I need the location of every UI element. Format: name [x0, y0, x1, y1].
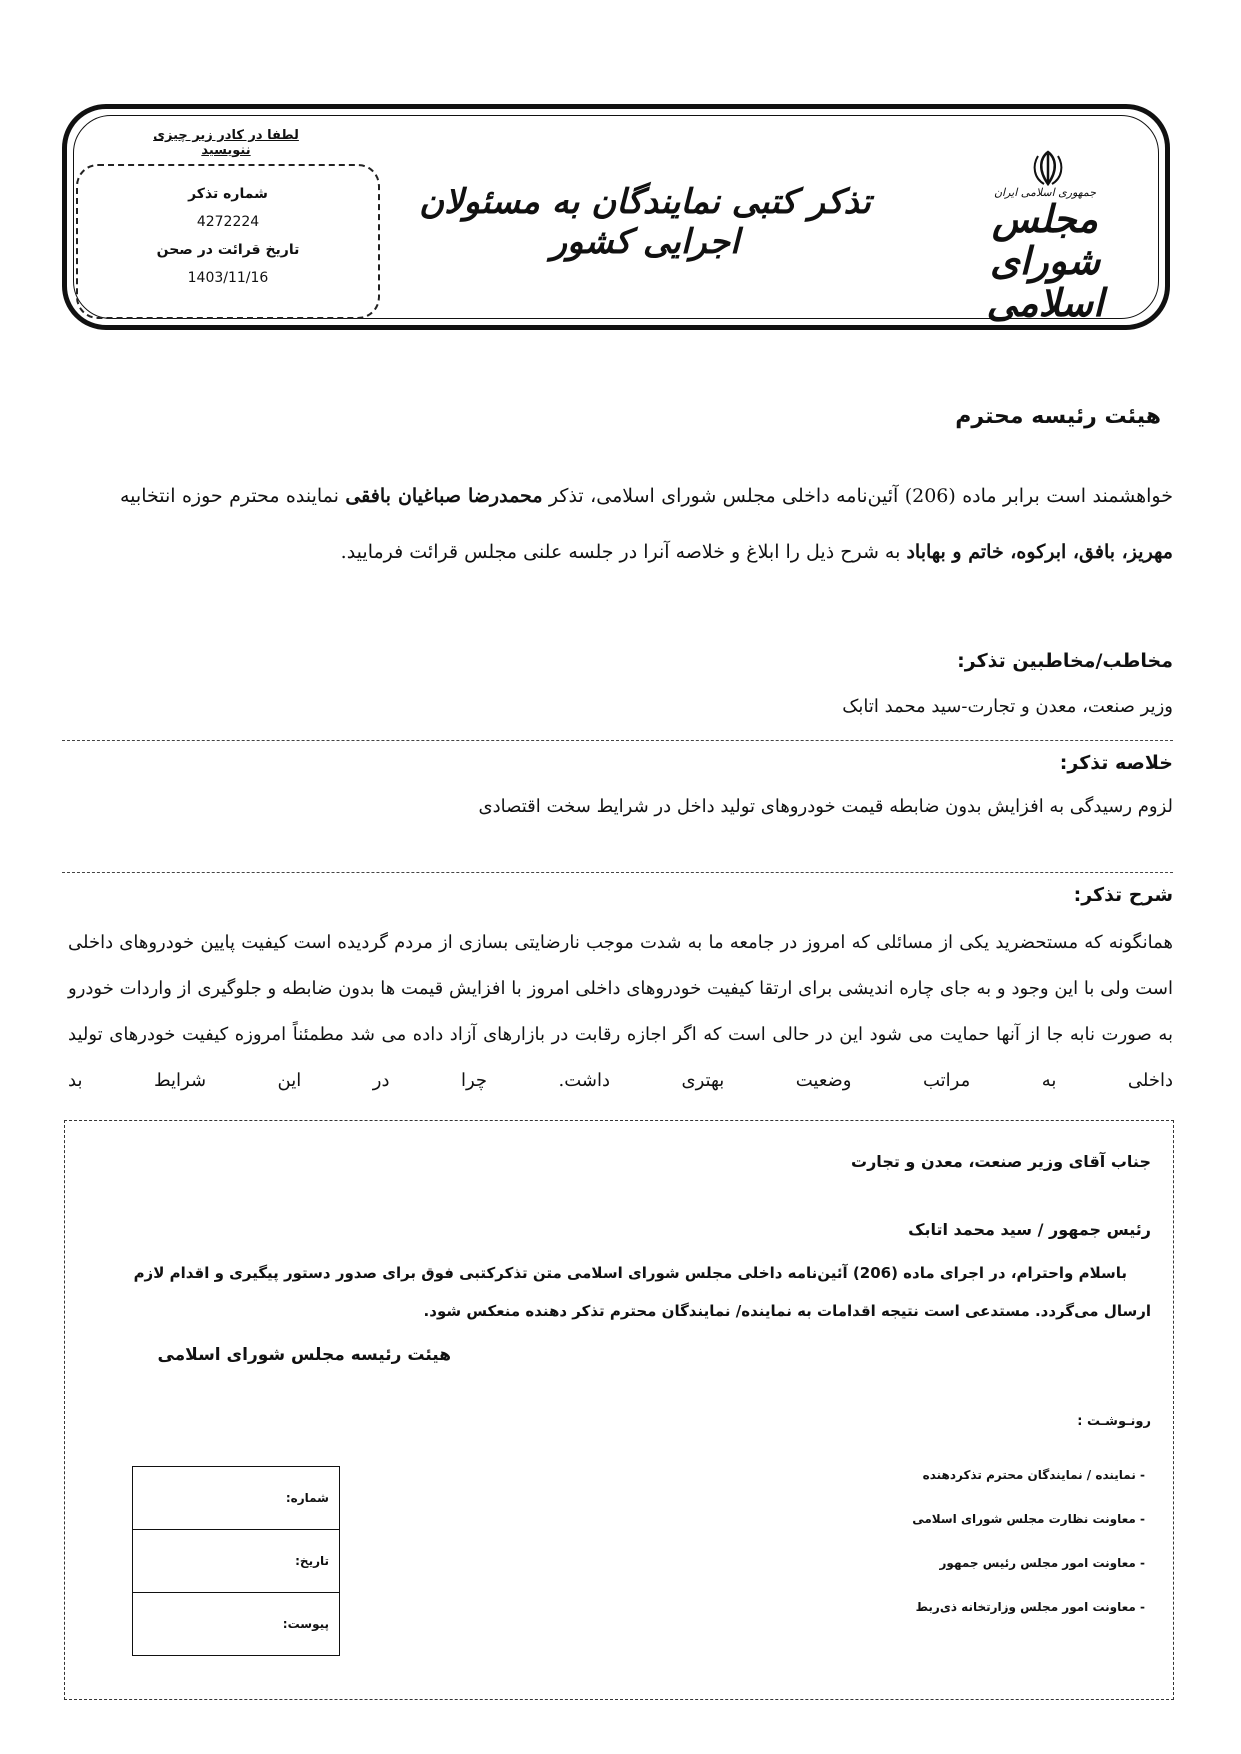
reference-box: [76, 164, 380, 319]
registration-table: [132, 1466, 340, 1656]
form-title: تذکر کتبی نمایندگان به مسئولان اجرایی کشور: [419, 182, 871, 262]
attachment-field: پیوست:: [133, 1593, 340, 1656]
reminder-number-label: شماره تذکر: [188, 186, 268, 202]
date-field: تاریخ:: [133, 1530, 340, 1593]
do-not-write-note: لطفا در کادر زیر چیزی ننویسید: [153, 128, 299, 158]
salutation: هیئت رئیسه محترم: [955, 404, 1161, 429]
copy-item: - معاونت امور مجلس رئیس جمهور: [939, 1556, 1145, 1570]
reading-date: 1403/11/16: [187, 270, 269, 286]
order-recipient: جناب آقای وزیر صنعت، معدن و تجارت: [851, 1152, 1151, 1171]
reminder-number: 4272224: [196, 214, 260, 230]
intro-paragraph: [120, 468, 1173, 580]
logo-republic-text: جمهوری اسلامی ایران: [993, 186, 1097, 199]
copies-heading: رونـوشـت :: [1077, 1414, 1151, 1429]
representative-name: محمدرضا صباغیان بافقی: [345, 485, 543, 507]
order-cc-line: رئیس جمهور / سید محمد اتابک: [908, 1220, 1151, 1239]
summary-heading: خلاصه تذکر:: [1059, 752, 1173, 774]
order-body: باسلام واحترام، در اجرای ماده (206) آئین‌نامه داخلی مجلس شورای اسلامی متن تذکرکتبی فوق برای صدور دستور پیگیری و اقدام لازم ارسال می‌گردد. مستدعی است نتیجه اقدامات به نماینده/ نمایندگان محترم تذکر دهنده منعکس شود.: [133, 1264, 1151, 1320]
description-text: همانگونه که مستحضرید یکی از مسائلی که امروز در جامعه ما به شدت موجب نارضایتی بسازی از مردم گردیده است کیفیت پایین خودروهای داخلی است ولی با این وجود و به جای چاره اندیشی برای ارتقا کیفیت خودروهای داخلی امروز با افزایش قیمت ها بدون ضابطه و جلوگیری از واردات خودرو به صورت نابه جا از آنها حمایت می شود این در حالی است که اگر اجازه رقابت در بازارهای آزاد داده می شد مطمئناً امروزه کیفیت خودرهای تولید داخلی به مراتب وضعیت بهتری داشت. چرا در این شرایط بد: [68, 932, 1173, 1091]
number-field: شماره:: [133, 1467, 340, 1530]
reading-date-label: تاریخ قرائت در صحن: [156, 242, 300, 258]
summary-text: لزوم رسیدگی به افزایش بدون ضابطه قیمت خودروهای تولید داخل در شرایط سخت اقتصادی: [478, 796, 1173, 817]
parliament-logo-text: مجلس شورای اسلامی: [986, 196, 1104, 325]
description-heading: شرح تذکر:: [1073, 884, 1173, 906]
copies-list: [912, 1453, 1145, 1629]
copy-item: - معاونت نظارت مجلس شورای اسلامی: [912, 1512, 1145, 1526]
copy-item: - معاونت امور مجلس وزارتخانه ذی‌ربط: [915, 1600, 1145, 1614]
divider: [62, 872, 1173, 873]
order-signature: هیئت رئیسه مجلس شورای اسلامی: [157, 1345, 451, 1365]
copy-item: - نماینده / نمایندگان محترم تذکردهنده: [922, 1468, 1145, 1482]
intro-text-3: به شرح ذیل را ابلاغ و خلاصه آنرا در جلسه علنی مجلس قرائت فرمایید.: [340, 541, 907, 563]
addressee-text: وزیر صنعت، معدن و تجارت-سید محمد اتابک: [842, 696, 1173, 717]
addressee-heading: مخاطب/مخاطبین تذکر:: [957, 650, 1173, 672]
intro-text-1: خواهشمند است برابر ماده (206) آئین‌نامه داخلی مجلس شورای اسلامی، تذکر: [542, 485, 1173, 507]
iran-emblem-icon: [1030, 148, 1066, 188]
divider: [62, 740, 1173, 741]
intro-text-2: نماینده محترم حوزه انتخابیه: [120, 485, 346, 507]
constituency-name: مهریز، بافق، ابرکوه، خاتم و بهاباد: [906, 541, 1173, 563]
